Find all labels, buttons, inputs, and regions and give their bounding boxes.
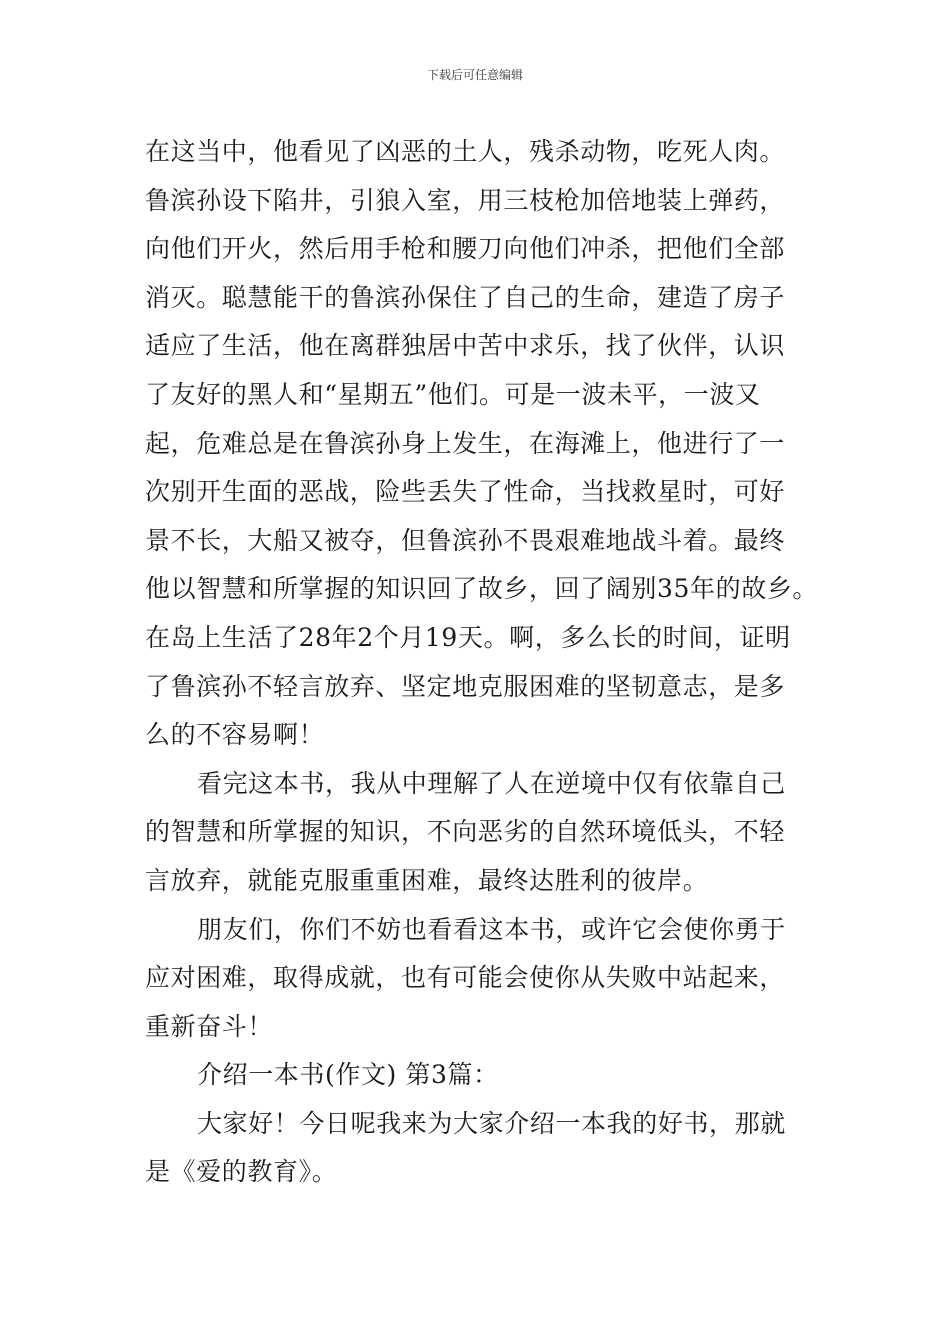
text-line: 向他们开火，然后用手枪和腰刀向他们冲杀，把他们全部 bbox=[145, 234, 786, 264]
text-line: 起，危难总是在鲁滨孙身上发生，在海滩上，他进行了一 bbox=[145, 428, 786, 458]
text-line: 重新奋斗！ bbox=[145, 1011, 274, 1041]
page-header-note: 下载后可任意编辑 bbox=[426, 68, 523, 82]
text-line: 了友好的黑人和“星期五”他们。可是一波未平，一波又 bbox=[145, 379, 761, 409]
paragraph-2 bbox=[145, 760, 815, 906]
text-line: 应对困难，取得成就，也有可能会使你从失败中站起来， bbox=[145, 963, 786, 993]
paragraph-3 bbox=[145, 906, 815, 1052]
paragraph-4 bbox=[145, 1100, 815, 1197]
text-line: 在岛上生活了28年2个月19天。啊，多么长的时间，证明 bbox=[145, 622, 791, 652]
text-line: 了鲁滨孙不轻言放弃、坚定地克服困难的坚韧意志，是多 bbox=[145, 671, 786, 701]
text-line: 景不长，大船又被夺，但鲁滨孙不畏艰难地战斗着。最终 bbox=[145, 525, 786, 555]
text-line: 他以智慧和所掌握的知识回了故乡，回了阔别35年的故乡。 bbox=[145, 574, 819, 604]
section-heading bbox=[145, 1051, 815, 1100]
heading-line: 介绍一本书(作文) 第3篇： bbox=[197, 1060, 499, 1090]
text-line: 看完这本书，我从中理解了人在逆境中仅有依靠自己 bbox=[197, 768, 786, 798]
text-line: 适应了生活，他在离群独居中苦中求乐，找了伙伴，认识 bbox=[145, 331, 786, 361]
text-line: 么的不容易啊！ bbox=[145, 720, 325, 750]
text-line: 的智慧和所掌握的知识，不向恶劣的自然环境低头，不轻 bbox=[145, 817, 786, 847]
text-line: 大家好！今日呢我来为大家介绍一本我的好书，那就 bbox=[197, 1108, 786, 1138]
text-line: 言放弃，就能克服重重困难，最终达胜利的彼岸。 bbox=[145, 865, 709, 895]
document-body bbox=[145, 128, 819, 1197]
text-line: 是《爱的教育》。 bbox=[145, 1157, 338, 1187]
text-line: 次别开生面的恶战，险些丢失了性命，当找救星时，可好 bbox=[145, 477, 786, 507]
text-line: 鲁滨孙设下陷井，引狼入室，用三枝枪加倍地装上弹药， bbox=[145, 185, 786, 215]
paragraph-1 bbox=[145, 128, 819, 760]
text-line: 朋友们，你们不妨也看看这本书，或许它会使你勇于 bbox=[197, 914, 786, 944]
text-line: 消灭。聪慧能干的鲁滨孙保住了自己的生命，建造了房子 bbox=[145, 282, 786, 312]
text-line: 在这当中，他看见了凶恶的土人，残杀动物，吃死人肉。 bbox=[145, 137, 786, 166]
